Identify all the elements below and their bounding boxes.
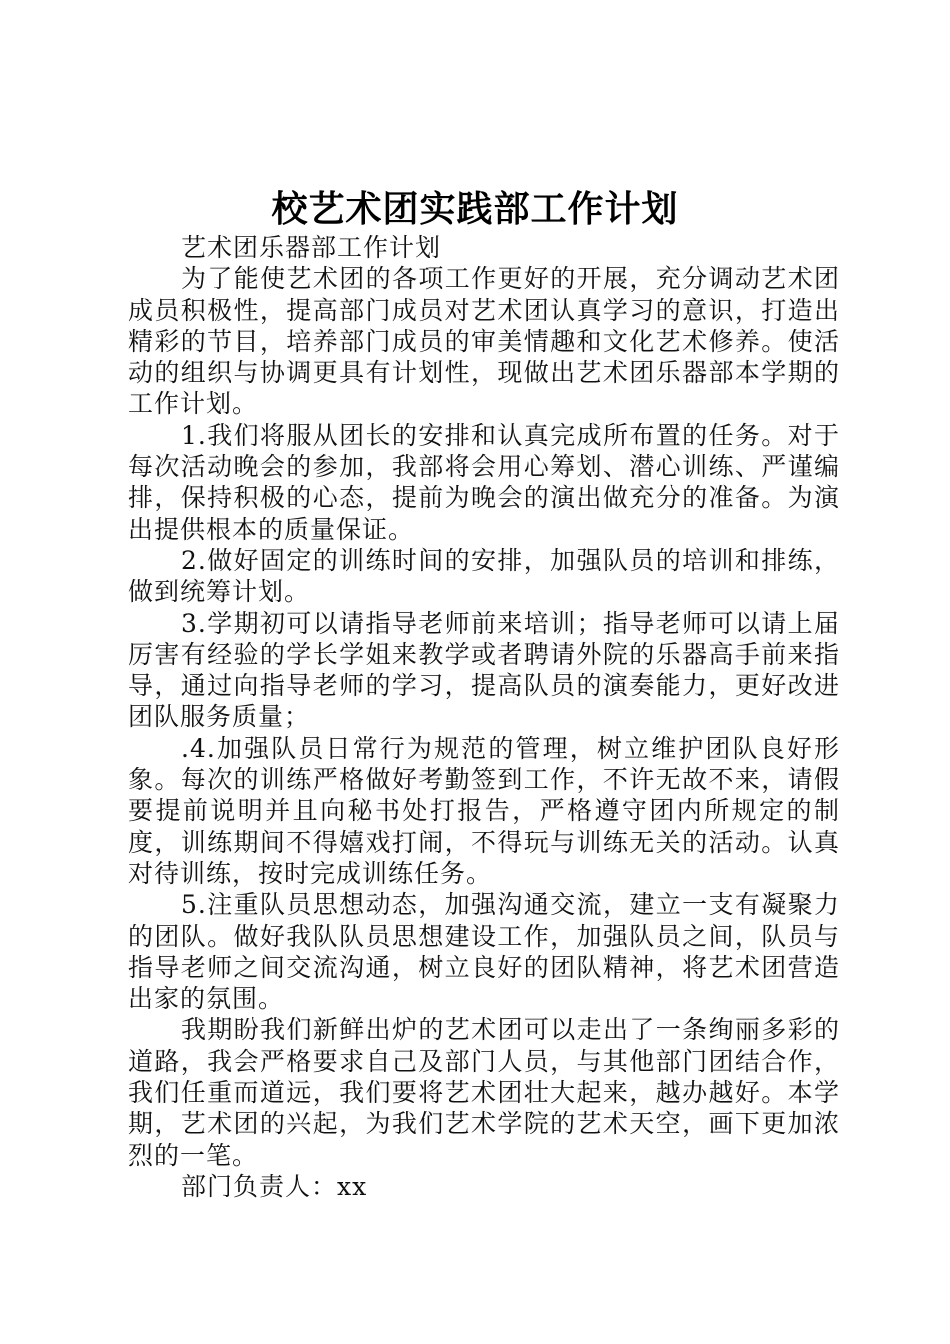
paragraph-item-1: 1.我们将服从团长的安排和认真完成所布置的任务。对于每次活动晚会的参加，我部将会用心筹划、潜心训练、严谨编排，保持积极的心态，提前为晚会的演出做充分的准备。为演出提供根本的质量保证。 xyxy=(128,420,840,544)
paragraph-intro: 为了能使艺术团的各项工作更好的开展，充分调动艺术团成员积极性，提高部门成员对艺术团认真学习的意识，打造出精彩的节目，培养部门成员的审美情趣和文化艺术修养。使活动的组织与协调更具有计划性，现做出艺术团乐器部本学期的工作计划。 xyxy=(128,264,840,419)
paragraph-item-2: 2.做好固定的训练时间的安排，加强队员的培训和排练，做到统筹计划。 xyxy=(128,545,840,607)
paragraph-item-4: .4.加强队员日常行为规范的管理，树立维护团队良好形象。每次的训练严格做好考勤签到工作，不许无故不来，请假要提前说明并且向秘书处打报告，严格遵守团内所规定的制度，训练期间不得嬉戏打闹，不得玩与训练无关的活动。认真对待训练，按时完成训练任务。 xyxy=(128,733,840,888)
paragraph-item-3: 3.学期初可以请指导老师前来培训；指导老师可以请上届厉害有经验的学长学姐来教学或者聘请外院的乐器高手前来指导，通过向指导老师的学习，提高队员的演奏能力，更好改进团队服务质量； xyxy=(128,608,840,732)
document-subtitle: 艺术团乐器部工作计划 xyxy=(181,233,442,262)
document-body xyxy=(128,232,840,1202)
signature-line: 部门负责人：xx xyxy=(181,1171,368,1201)
paragraph-item-5: 5.注重队员思想动态，加强沟通交流，建立一支有凝聚力的团队。做好我队队员思想建设工作，加强队员之间，队员与指导老师之间交流沟通，树立良好的团队精神，将艺术团营造出家的氛围。 xyxy=(128,890,840,1014)
paragraph-closing: 我期盼我们新鲜出炉的艺术团可以走出了一条绚丽多彩的道路，我会严格要求自己及部门人员，与其他部门团结合作，我们任重而道远，我们要将艺术团壮大起来，越办越好。本学期，艺术团的兴起，为我们艺术学院的艺术天空，画下更加浓烈的一笔。 xyxy=(128,1015,840,1170)
document-title: 校艺术团实践部工作计划 xyxy=(271,188,679,230)
